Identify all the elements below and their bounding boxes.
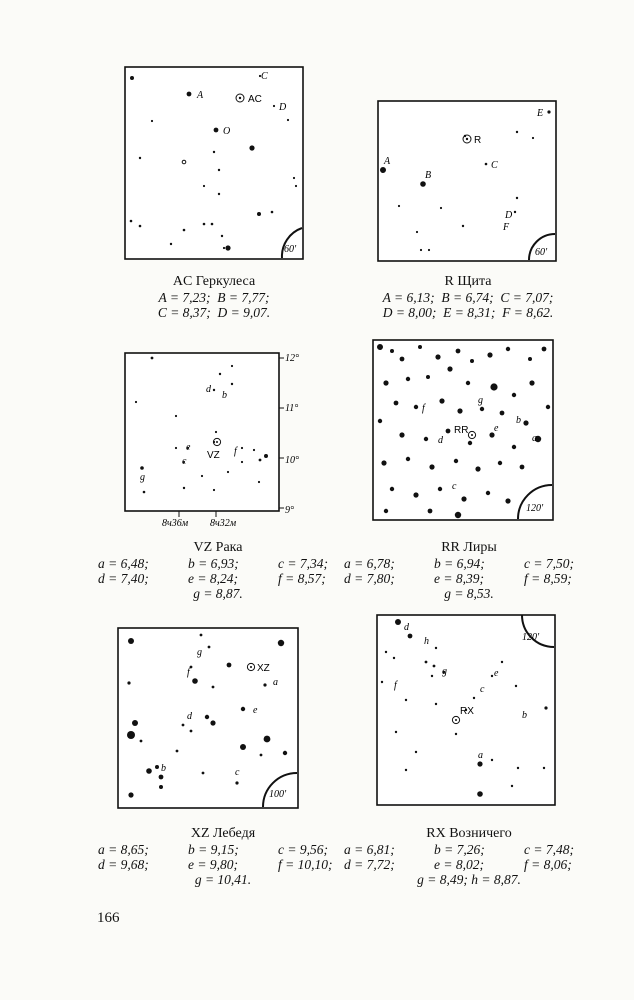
label-c: c: [235, 767, 240, 778]
comparison-line: A = 7,23; B = 7,77;: [158, 290, 270, 305]
comparison-value: g = 8,87.: [193, 586, 243, 601]
comparison-value: c = 7,50;: [524, 556, 574, 571]
label-d: D: [505, 210, 513, 221]
comparison-value: a = 8,65;: [98, 842, 149, 857]
axis-dec-label: 11°: [285, 403, 299, 414]
comparison-value: a = 6,78;: [344, 556, 395, 571]
caption-rr-lyr: [344, 540, 594, 601]
label-h: h: [424, 636, 429, 647]
label-e: e: [186, 442, 191, 453]
comparison-value: f = 10,10;: [278, 857, 333, 872]
variable-label: R: [474, 135, 482, 146]
comparison-value: f = 8,59;: [524, 571, 572, 586]
label-o: O: [223, 126, 231, 137]
axis-ra-label: 8ч36м: [162, 518, 189, 529]
label-c: c: [182, 456, 187, 467]
variable-label: RX: [460, 706, 474, 717]
star-chart-rr-lyr: [372, 339, 554, 521]
star-chart-vz-cnc: [124, 352, 306, 538]
label-b: B: [425, 170, 432, 181]
comparison-value: d = 7,80;: [344, 571, 395, 586]
label-e: e: [494, 668, 499, 679]
chart-title: AC Геркулеса: [172, 274, 256, 289]
label-d: d: [206, 384, 211, 395]
comparison-value: d = 7,72;: [344, 857, 395, 872]
label-b: b: [161, 763, 166, 774]
star-chart-ac-her: [124, 66, 304, 261]
comparison-value: g = 10,41.: [194, 872, 252, 887]
variable-label: RR: [454, 425, 469, 436]
comparison-value: d = 7,40;: [98, 571, 149, 586]
scale-label: 60': [284, 244, 297, 255]
label-d: d: [187, 711, 192, 722]
scale-label: 60': [535, 247, 548, 258]
label-c: C: [491, 160, 498, 171]
label-f: f: [422, 403, 425, 414]
scale-label: 120': [526, 503, 544, 514]
comparison-value: b = 6,94;: [434, 556, 485, 571]
label-e: E: [537, 108, 544, 119]
comparison-value: e = 8,24;: [188, 571, 238, 586]
comparison-value: g = 8,49; h = 8,87.: [417, 872, 521, 887]
star-chart-xz-cyg: [117, 627, 299, 809]
chart-title: R Щита: [444, 274, 492, 289]
page-number: 166: [97, 910, 120, 926]
comparison-value: b = 9,15;: [188, 842, 239, 857]
label-f: F: [503, 222, 510, 233]
label-c: c: [452, 481, 457, 492]
comparison-value: c = 9,56;: [278, 842, 328, 857]
label-c: c: [480, 684, 485, 695]
variable-label: XZ: [257, 663, 270, 674]
comparison-line: C = 8,37; D = 9,07.: [157, 305, 271, 320]
star-chart-rx-aur: [376, 614, 556, 806]
label-d: D: [279, 102, 287, 113]
label-b: b: [522, 710, 527, 721]
scale-label: 120': [522, 632, 540, 643]
chart-title: XZ Лебедя: [190, 826, 256, 841]
label-a: a: [478, 750, 483, 761]
label-a: a: [273, 677, 278, 688]
comparison-value: b = 6,93;: [188, 556, 239, 571]
label-c: C: [261, 71, 268, 82]
comparison-value: f = 8,57;: [278, 571, 326, 586]
comparison-value: d = 9,68;: [98, 857, 149, 872]
label-g: g: [140, 472, 145, 483]
axis-dec-label: 9°: [285, 505, 294, 516]
label-g: g: [442, 666, 447, 677]
label-e: e: [253, 705, 258, 716]
label-b: b: [222, 390, 227, 401]
chart-title: RR Лиры: [441, 540, 497, 555]
comparison-value: e = 9,80;: [188, 857, 238, 872]
label-f: f: [187, 667, 190, 678]
caption-ac-her: [114, 274, 314, 320]
variable-label: AC: [248, 94, 262, 105]
chart-title: RX Возничего: [426, 826, 512, 841]
comparison-line: A = 6,13; B = 6,74; C = 7,07;: [382, 290, 554, 305]
comparison-value: e = 8,02;: [434, 857, 484, 872]
label-g: g: [478, 395, 483, 406]
caption-r-sct: [337, 274, 599, 320]
comparison-line: D = 8,00; E = 8,31; F = 8,62.: [382, 305, 554, 320]
comparison-value: c = 7,48;: [524, 842, 574, 857]
axis-dec-label: 10°: [285, 455, 299, 466]
axis-dec-label: 12°: [285, 353, 299, 364]
comparison-value: e = 8,39;: [434, 571, 484, 586]
axis-ra-label: 8ч32м: [210, 518, 237, 529]
comparison-value: g = 8,53.: [444, 586, 494, 601]
label-d: d: [438, 435, 443, 446]
comparison-value: a = 6,48;: [98, 556, 149, 571]
label-g: g: [197, 647, 202, 658]
comparison-value: c = 7,34;: [278, 556, 328, 571]
star-chart-r-sct: [377, 100, 557, 262]
caption-xz-cyg: [98, 826, 348, 887]
label-b: b: [516, 415, 521, 426]
comparison-value: f = 8,06;: [524, 857, 572, 872]
comparison-value: b = 7,26;: [434, 842, 485, 857]
variable-label: VZ: [207, 450, 220, 461]
caption-vz-cnc: [98, 540, 338, 601]
label-a: A: [384, 156, 391, 167]
scale-label: 100': [269, 789, 287, 800]
comparison-value: a = 6,81;: [344, 842, 395, 857]
label-f: f: [394, 680, 397, 691]
caption-rx-aur: [344, 826, 594, 887]
chart-title: VZ Рака: [193, 540, 243, 555]
label-a: a: [532, 433, 537, 444]
label-d: d: [404, 622, 409, 633]
label-f: f: [234, 446, 237, 457]
label-e: e: [494, 423, 499, 434]
label-a: A: [197, 90, 204, 101]
